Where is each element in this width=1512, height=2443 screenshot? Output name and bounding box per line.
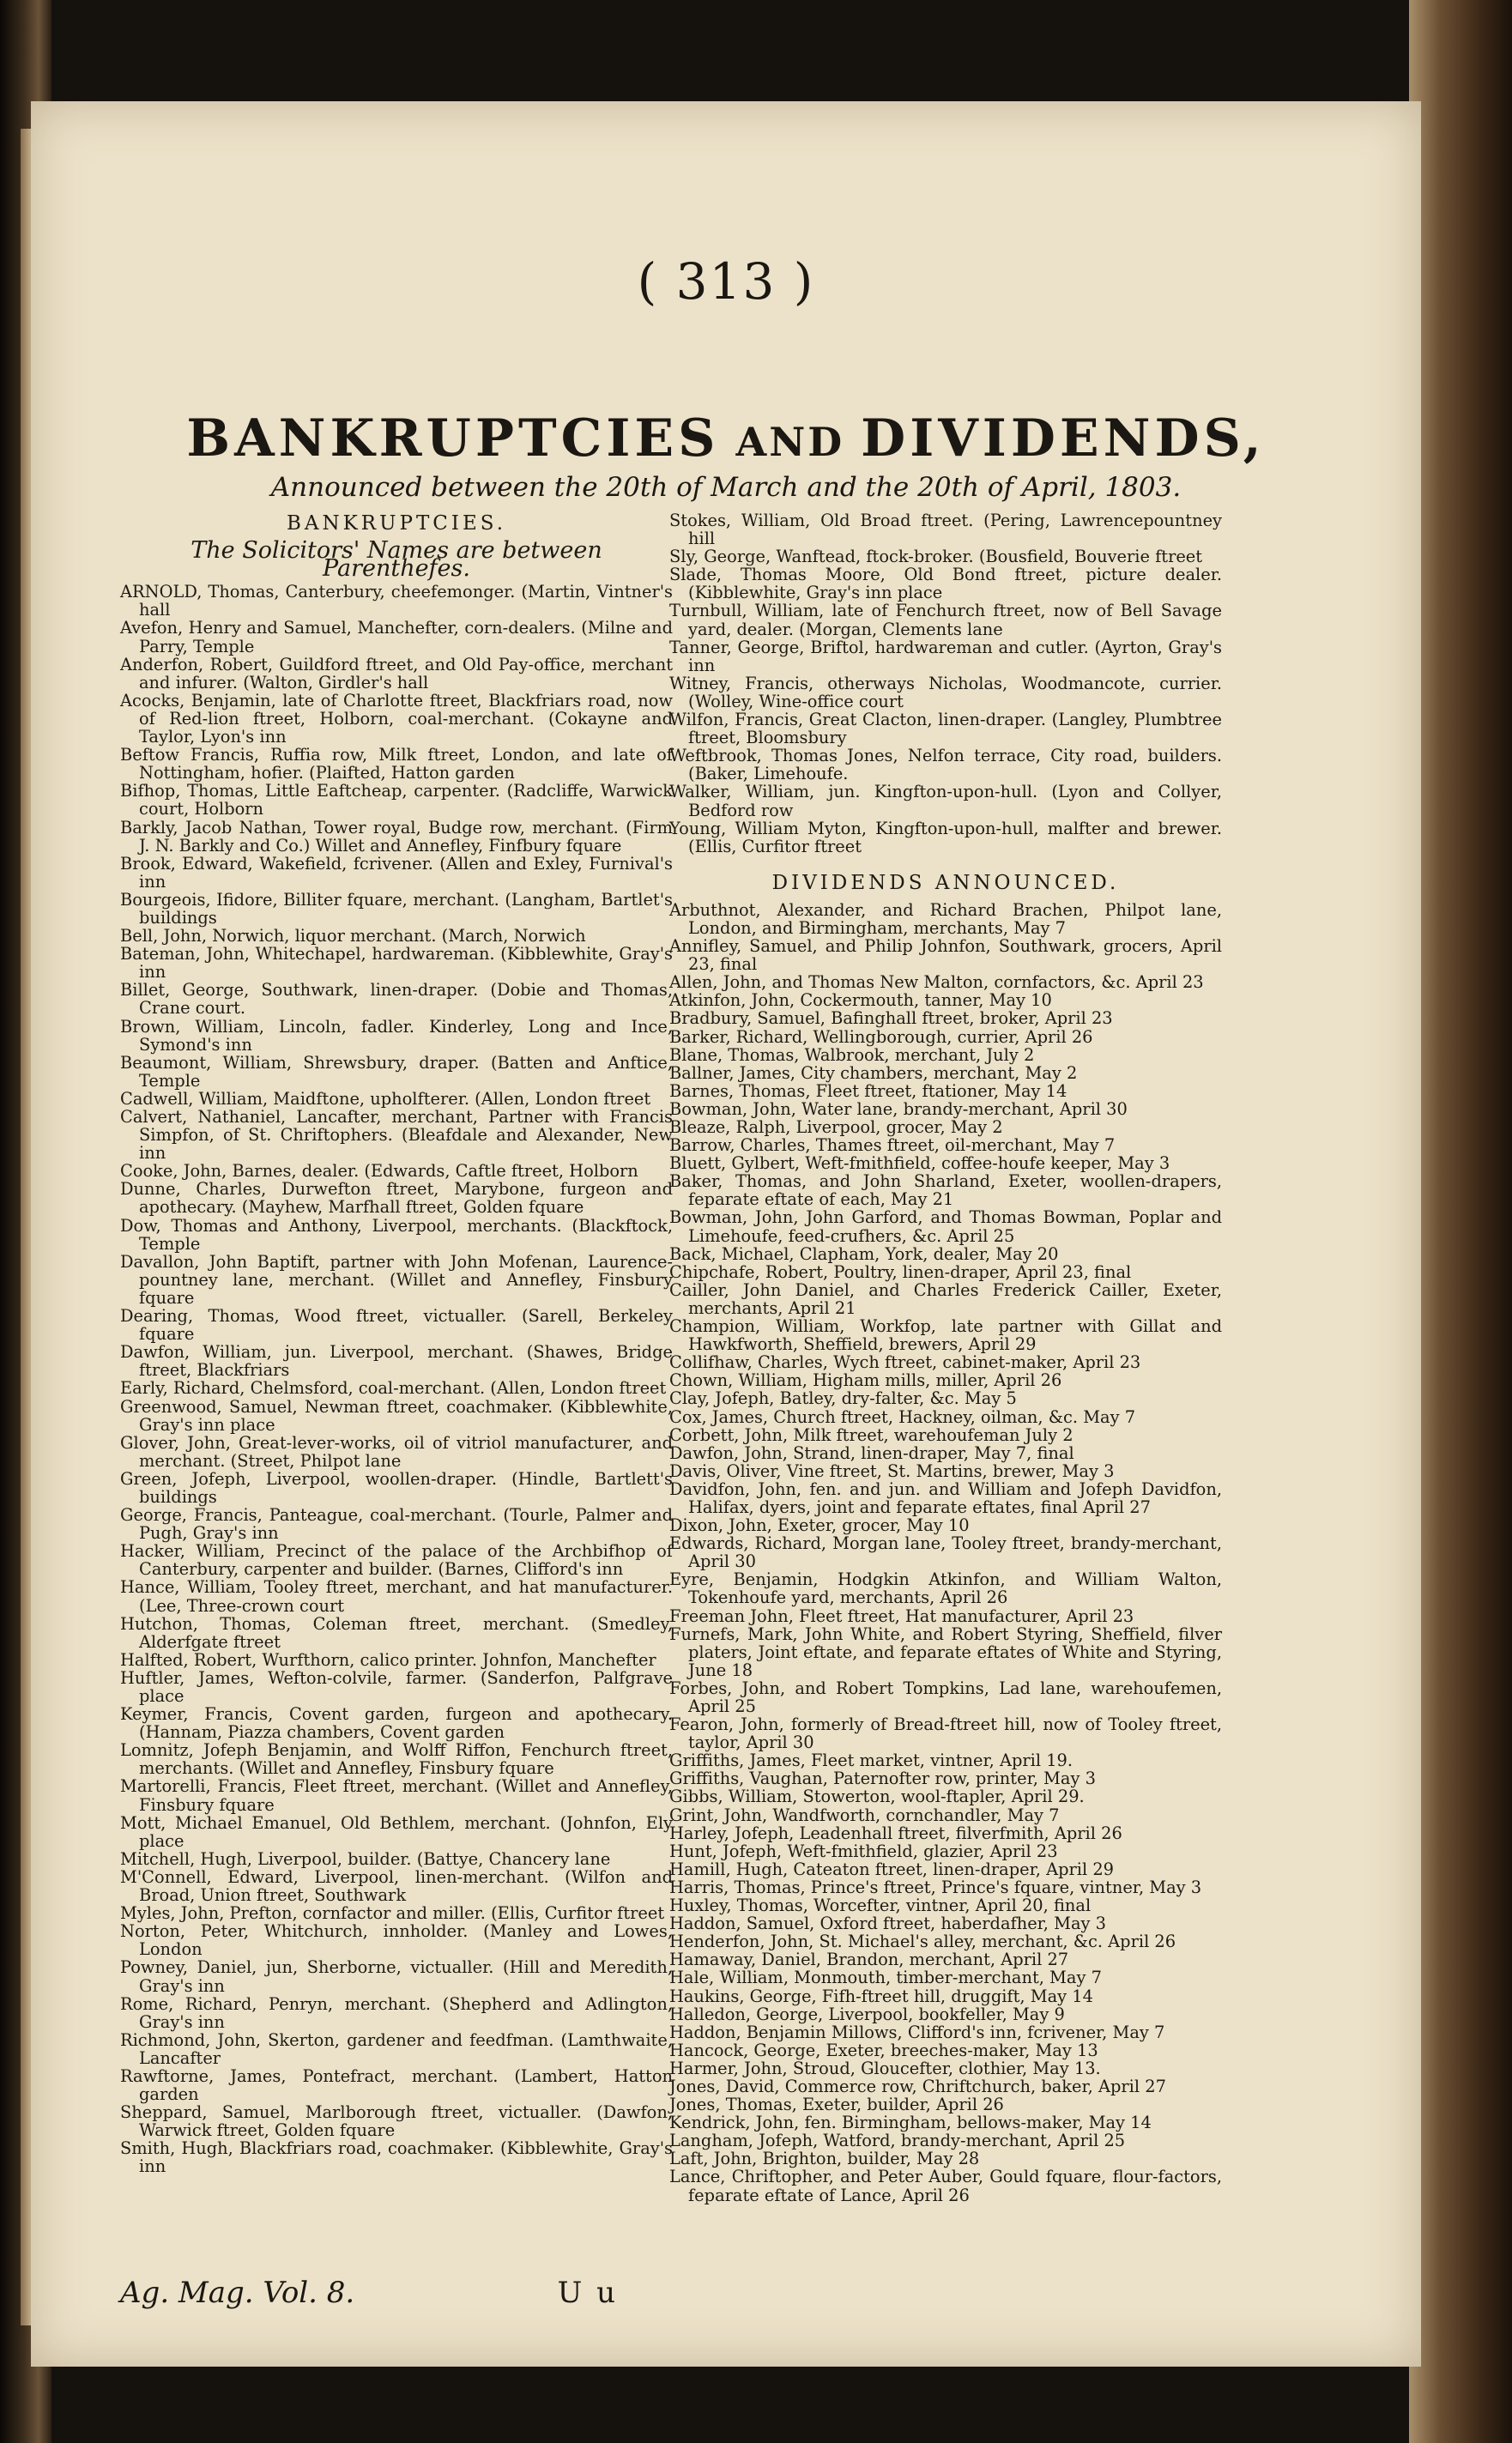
title-dividends: DIVIDENDS, xyxy=(861,408,1266,469)
list-item: Henderfon, John, St. Michael's alley, merchant, &c. April 26 xyxy=(669,1932,1176,1952)
list-item: Billet, George, Southwark, linen-draper. (Dobie and Thomas, Crane court. xyxy=(120,980,673,1019)
page-footer xyxy=(120,2276,618,2310)
list-item: Allen, John, and Thomas New Malton, cornfactors, &c. April 23 xyxy=(669,972,1204,993)
list-item: Greenwood, Samuel, Newman ftreet, coachmaker. (Kibblewhite, Gray's inn place xyxy=(120,1396,673,1435)
bankruptcies-heading: BANKRUPTCIES. xyxy=(286,512,507,535)
list-item: Walker, William, jun. Kingfton-upon-hull. (Lyon and Collyer, Bedford row xyxy=(669,782,1222,820)
list-item: Halfted, Robert, Wurfthorn, calico printer. Johnfon, Manchefter xyxy=(120,1649,656,1670)
book-cover-edge-right xyxy=(1409,0,1512,2443)
list-item: Fearon, John, formerly of Bread-ftreet hill, now of Tooley ftreet, taylor, April 30 xyxy=(669,1714,1222,1753)
page-number: ( 313 ) xyxy=(637,252,815,311)
list-item: Sly, George, Wanftead, ftock-broker. (Bousfield, Bouverie ftreet xyxy=(669,547,1203,567)
list-item: Keymer, Francis, Covent garden, furgeon and apothecary. (Hannam, Piazza chambers, Covent garden xyxy=(120,1704,673,1743)
list-item: Barnes, Thomas, Fleet ftreet, ftationer, May 14 xyxy=(669,1080,1067,1101)
list-item: Huftler, James, Wefton-colvile, farmer. (Sanderfon, Palfgrave place xyxy=(120,1667,673,1706)
list-item: Grint, John, Wandfworth, cornchandler, May 7 xyxy=(669,1805,1060,1825)
list-item: Acocks, Benjamin, late of Charlotte ftreet, Blackfriars road, now of Red-lion ftreet, Holborn, coal-merchant. (Cokayne and Taylor, Lyon's inn xyxy=(120,690,673,747)
page-subtitle: Announced between the 20th of March and the 20th of April, 1803. xyxy=(270,472,1182,503)
list-item: Dixon, John, Exeter, grocer, May 10 xyxy=(669,1515,970,1536)
list-item: Harley, Jofeph, Leadenhall ftreet, filverfmith, April 26 xyxy=(669,1823,1122,1843)
list-item: Mott, Michael Emanuel, Old Bethlem, merchant. (Johnfon, Ely place xyxy=(120,1812,673,1851)
list-item: Slade, Thomas Moore, Old Bond ftreet, picture dealer. (Kibblewhite, Gray's inn place xyxy=(669,565,1222,603)
list-item: Ballner, James, City chambers, merchant, May 2 xyxy=(669,1062,1078,1083)
bankruptcy-list-right xyxy=(669,511,1222,856)
list-item: Haddon, Benjamin Millows, Clifford's inn, fcrivener, May 7 xyxy=(669,2022,1165,2042)
list-item: Mitchell, Hugh, Liverpool, builder. (Battye, Chancery lane xyxy=(120,1848,611,1869)
list-item: Harmer, John, Stroud, Gloucefter, clothier, May 13. xyxy=(669,2058,1101,2078)
list-item: George, Francis, Panteague, coal-merchant. (Tourle, Palmer and Pugh, Gray's inn xyxy=(120,1505,673,1544)
list-item: Back, Michael, Clapham, York, dealer, May 20 xyxy=(669,1243,1059,1264)
list-item: Beaumont, William, Shrewsbury, draper. (Batten and Anftice, Temple xyxy=(120,1052,673,1091)
list-item: Rome, Richard, Penryn, merchant. (Shepherd and Adlington, Gray's inn xyxy=(120,1993,673,2032)
list-item: Haukins, George, Fifh-ftreet hill, druggift, May 14 xyxy=(669,1986,1093,2006)
list-item: Baker, Thomas, and John Sharland, Exeter, woollen-drapers, feparate eftate of each, May 21 xyxy=(669,1171,1222,1210)
list-item: Jones, Thomas, Exeter, builder, April 26 xyxy=(669,2095,1004,2115)
list-item: Hance, William, Tooley ftreet, merchant, and hat manufacturer. (Lee, Three-crown court xyxy=(120,1577,673,1616)
dividend-list xyxy=(669,901,1222,2204)
list-item: Kendrick, John, fen. Birmingham, bellows-maker, May 14 xyxy=(669,2113,1152,2133)
list-item: Bateman, John, Whitechapel, hardwareman. (Kibblewhite, Gray's inn xyxy=(120,944,673,983)
list-item: Cooke, John, Barnes, dealer. (Edwards, Caftle ftreet, Holborn xyxy=(120,1161,638,1182)
title-and: AND xyxy=(735,419,845,465)
list-item: Huxley, Thomas, Worcefter, vintner, April 20, final xyxy=(669,1896,1092,1916)
list-item: Haddon, Samuel, Oxford ftreet, haberdafher, May 3 xyxy=(669,1914,1107,1934)
list-item: Bluett, Gylbert, Weft-fmithfield, coffee-houfe keeper, May 3 xyxy=(669,1153,1170,1174)
list-item: Hacker, William, Precinct of the palace of the Archbifhop of Canterbury, carpenter and builder. (Barnes, Clifford's inn xyxy=(120,1541,673,1580)
list-item: Green, Jofeph, Liverpool, woollen-draper. (Hindle, Bartlett's buildings xyxy=(120,1468,673,1507)
list-item: Norton, Peter, Whitchurch, innholder. (Manley and Lowes, London xyxy=(120,1921,673,1960)
list-item: Smith, Hugh, Blackfriars road, coachmaker. (Kibblewhite, Gray's inn xyxy=(120,2138,673,2177)
list-item: Barker, Richard, Wellingborough, currier, April 26 xyxy=(669,1026,1093,1047)
list-item: M'Connell, Edward, Liverpool, linen-merchant. (Wilfon and Broad, Union ftreet, Southwark xyxy=(120,1866,673,1906)
list-item: Dawfon, William, jun. Liverpool, merchant. (Shawes, Bridge ftreet, Blackfriars xyxy=(120,1342,673,1381)
list-item: Young, William Myton, Kingfton-upon-hull, malfter and brewer. (Ellis, Curfitor ftreet xyxy=(669,818,1222,856)
list-item: Bleaze, Ralph, Liverpool, grocer, May 2 xyxy=(669,1117,1003,1137)
list-item: Edwards, Richard, Morgan lane, Tooley ftreet, brandy-merchant, April 30 xyxy=(669,1533,1222,1572)
book-page xyxy=(31,101,1421,2367)
list-item: Calvert, Nathaniel, Lancafter, merchant, Partner with Francis Simpfon, of St. Chriftophers. (Bleafdale and Alexander, New inn xyxy=(120,1107,673,1164)
list-item: Bourgeois, Ifidore, Billiter fquare, merchant. (Langham, Bartlet's buildings xyxy=(120,889,673,928)
list-item: Powney, Daniel, jun, Sherborne, victualler. (Hill and Meredith, Gray's inn xyxy=(120,1957,673,1996)
list-item: Freeman John, Fleet ftreet, Hat manufacturer, April 23 xyxy=(669,1605,1134,1626)
list-item: Dearing, Thomas, Wood ftreet, victualler. (Sarell, Berkeley fquare xyxy=(120,1306,673,1345)
list-item: Beftow Francis, Ruffia row, Milk ftreet, London, and late of Nottingham, hofier. (Plaifted, Hatton garden xyxy=(120,745,673,783)
list-item: Barkly, Jacob Nathan, Tower royal, Budge row, merchant. (Firm J. N. Barkly and Co.) Willet and Annefley, Finfbury fquare xyxy=(120,817,673,856)
list-item: Lomnitz, Jofeph Benjamin, and Wolff Riffon, Fenchurch ftreet, merchants. (Willet and Annefley, Finsbury fquare xyxy=(120,1740,673,1779)
list-item: Hunt, Jofeph, Weft-fmithfield, glazier, April 23 xyxy=(669,1841,1058,1861)
list-item: Champion, William, Workfop, late partner with Gillat and Hawkfworth, Sheffield, brewers, April 29 xyxy=(669,1316,1222,1355)
list-item: Weftbrook, Thomas Jones, Nelfon terrace, City road, builders. (Baker, Limehoufe. xyxy=(669,746,1222,784)
right-column xyxy=(669,511,1222,2204)
list-item: Sheppard, Samuel, Marlborough ftreet, victualler. (Dawfon, Warwick ftreet, Golden fquare xyxy=(120,2102,673,2141)
list-item: Martorelli, Francis, Fleet ftreet, merchant. (Willet and Annefley, Finsbury fquare xyxy=(120,1776,673,1815)
list-item: Arbuthnot, Alexander, and Richard Brachen, Philpot lane, London, and Birmingham, merchants, May 7 xyxy=(669,899,1222,938)
list-item: Collifhaw, Charles, Wych ftreet, cabinet-maker, April 23 xyxy=(669,1352,1141,1373)
list-item: Griffiths, James, Fleet market, vintner, April 19. xyxy=(669,1751,1074,1771)
list-item: Hancock, George, Exeter, breeches-maker, May 13 xyxy=(669,2040,1098,2060)
list-item: Clay, Jofeph, Batley, dry-falter, &c. May 5 xyxy=(669,1388,1017,1409)
list-item: Dawfon, John, Strand, linen-draper, May 7, final xyxy=(669,1442,1074,1463)
list-item: Dunne, Charles, Durwefton ftreet, Marybone, furgeon and apothecary. (Mayhew, Marfhall ftreet, Golden fquare xyxy=(120,1179,673,1218)
list-item: Furnefs, Mark, John White, and Robert Styring, Sheffield, filver platers, Joint eftate, and feparate eftates of White and Styring, June 18 xyxy=(669,1624,1222,1680)
list-item: Corbett, John, Milk ftreet, warehoufeman July 2 xyxy=(669,1424,1074,1445)
list-item: Wilfon, Francis, Great Clacton, linen-draper. (Langley, Plumbtree ftreet, Bloomsbury xyxy=(669,710,1222,748)
list-item: Forbes, John, and Robert Tompkins, Lad lane, warehoufemen, April 25 xyxy=(669,1678,1222,1716)
page-title xyxy=(31,408,1421,469)
list-item: Tanner, George, Briftol, hardwareman and cutler. (Ayrton, Gray's inn xyxy=(669,637,1222,675)
list-item: Hutchon, Thomas, Coleman ftreet, merchant. (Smedley, Alderfgate ftreet xyxy=(120,1613,673,1652)
solicitors-note: The Solicitors' Names are between Parenthefes. xyxy=(191,537,602,583)
list-item: Cailler, John Daniel, and Charles Frederick Cailler, Exeter, merchants, April 21 xyxy=(669,1279,1222,1318)
list-item: Lance, Chriftopher, and Peter Auber, Gould fquare, flour-factors, feparate eftate of Lance, April 26 xyxy=(669,2167,1222,2205)
list-item: Harris, Thomas, Prince's ftreet, Prince's fquare, vintner, May 3 xyxy=(669,1877,1202,1897)
list-item: Bradbury, Samuel, Bafinghall ftreet, broker, April 23 xyxy=(669,1008,1113,1029)
list-item: Richmond, John, Skerton, gardener and feedfman. (Lamthwaite, Lancafter xyxy=(120,2029,673,2068)
list-item: Bowman, John, Water lane, brandy-merchant, April 30 xyxy=(669,1098,1128,1119)
list-item: Avefon, Henry and Samuel, Manchefter, corn-dealers. (Milne and Parry, Temple xyxy=(120,618,673,656)
list-item: Rawftorne, James, Pontefract, merchant. (Lambert, Hatton garden xyxy=(120,2065,673,2105)
list-item: Davallon, John Baptift, partner with John Mofenan, Laurence-pountney lane, merchant. (Willet and Annefley, Finsbury fquare xyxy=(120,1251,673,1308)
list-item: Cadwell, William, Maidftone, upholfterer. (Allen, London ftreet xyxy=(120,1088,651,1109)
list-item: Brook, Edward, Wakefield, fcrivener. (Allen and Exley, Furnival's inn xyxy=(120,853,673,892)
footer-signature-mark: U u xyxy=(557,2276,618,2310)
left-column xyxy=(120,511,673,2176)
list-item: Atkinfon, John, Cockermouth, tanner, May 10 xyxy=(669,990,1052,1011)
list-item: Griffiths, Vaughan, Paternofter row, printer, May 3 xyxy=(669,1769,1096,1789)
list-item: Witney, Francis, otherways Nicholas, Woodmancote, currier. (Wolley, Wine-office court xyxy=(669,673,1222,711)
title-bankruptcies: BANKRUPTCIES xyxy=(186,408,720,469)
list-item: Laft, John, Brighton, builder, May 28 xyxy=(669,2149,980,2169)
list-item: Hamaway, Daniel, Brandon, merchant, April 27 xyxy=(669,1950,1069,1970)
list-item: Early, Richard, Chelmsford, coal-merchant. (Allen, London ftreet xyxy=(120,1378,667,1399)
list-item: Davis, Oliver, Vine ftreet, St. Martins, brewer, May 3 xyxy=(669,1460,1115,1481)
list-item: Turnbull, William, late of Fenchurch ftreet, now of Bell Savage yard, dealer. (Morgan, Clements lane xyxy=(669,601,1222,639)
list-item: Bifhop, Thomas, Little Eaftcheap, carpenter. (Radcliffe, Warwick court, Holborn xyxy=(120,781,673,819)
list-item: Gibbs, William, Stowerton, wool-ftapler, April 29. xyxy=(669,1787,1085,1807)
list-item: Eyre, Benjamin, Hodgkin Atkinfon, and William Walton, Tokenhoufe yard, merchants, April 26 xyxy=(669,1569,1222,1608)
list-item: Blane, Thomas, Walbrook, merchant, July 2 xyxy=(669,1044,1035,1065)
list-item: Cox, James, Church ftreet, Hackney, oilman, &c. May 7 xyxy=(669,1406,1136,1427)
list-item: Bell, John, Norwich, liquor merchant. (March, Norwich xyxy=(120,926,586,946)
list-item: Davidfon, John, fen. and jun. and William and Jofeph Davidfon, Halifax, dyers, joint and feparate eftates, final April 27 xyxy=(669,1478,1222,1517)
list-item: Chipchafe, Robert, Poultry, linen-draper, April 23, final xyxy=(669,1261,1132,1282)
dividends-heading: DIVIDENDS ANNOUNCED. xyxy=(771,871,1120,894)
list-item: Glover, John, Great-lever-works, oil of vitriol manufacturer, and merchant. (Street, Philpot lane xyxy=(120,1432,673,1471)
list-item: Halledon, George, Liverpool, bookfeller, May 9 xyxy=(669,2004,1065,2024)
list-item: Stokes, William, Old Broad ftreet. (Pering, Lawrencepountney hill xyxy=(669,511,1222,549)
bankruptcy-list-left xyxy=(120,583,673,2175)
list-item: Hale, William, Monmouth, timber-merchant, May 7 xyxy=(669,1968,1102,1988)
list-item: Chown, William, Higham mills, miller, April 26 xyxy=(669,1370,1062,1391)
list-item: Hamill, Hugh, Cateaton ftreet, linen-draper, April 29 xyxy=(669,1859,1114,1879)
list-item: Dow, Thomas and Anthony, Liverpool, merchants. (Blackftock, Temple xyxy=(120,1215,673,1254)
list-item: Brown, William, Lincoln, fadler. Kinderley, Long and Ince, Symond's inn xyxy=(120,1016,673,1055)
list-item: Jones, David, Commerce row, Chriftchurch, baker, April 27 xyxy=(669,2076,1166,2096)
list-item: Myles, John, Prefton, cornfactor and miller. (Ellis, Curfitor ftreet xyxy=(120,1903,665,1924)
list-item: Barrow, Charles, Thames ftreet, oil-merchant, May 7 xyxy=(669,1135,1116,1156)
list-item: Langham, Jofeph, Watford, brandy-merchant, April 25 xyxy=(669,2131,1126,2151)
list-item: Bowman, John, John Garford, and Thomas Bowman, Poplar and Limehoufe, feed-crufhers, &c. April 25 xyxy=(669,1207,1222,1246)
footer-signature: Ag. Mag. Vol. 8. xyxy=(120,2276,355,2310)
list-item: Annifley, Samuel, and Philip Johnfon, Southwark, grocers, April 23, final xyxy=(669,936,1222,975)
list-item: Anderfon, Robert, Guildford ftreet, and Old Pay-office, merchant and infurer. (Walton, Girdler's hall xyxy=(120,654,673,692)
list-item: ARNOLD, Thomas, Canterbury, cheefemonger. (Martin, Vintner's hall xyxy=(120,582,673,620)
